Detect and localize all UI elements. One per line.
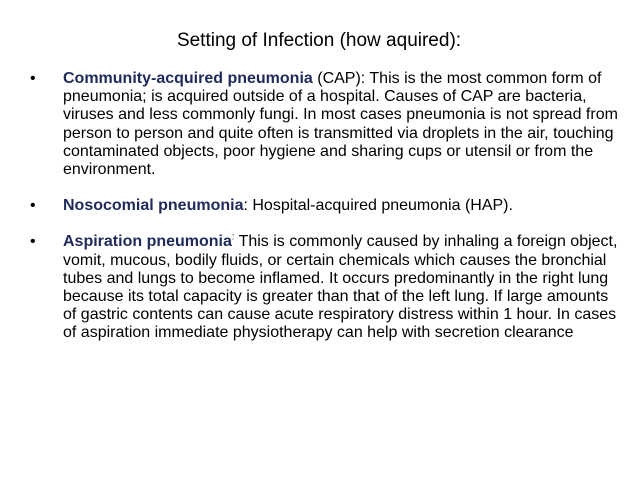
- bullet-text: This is commonly caused by inhaling a foreign object, vomit, mucous, bodily fluids, or certain chemicals which causes the bronchial tubes and lungs to become inflamed. It occurs predominantly in the right lung because its total capacity is greater than that of the left lung. If large amounts of gastric contents can cause acute respiratory distress within 1 hour. In cases of aspiration immediate physiotherapy can help with secretion clearance: [63, 233, 618, 342]
- bullet-list: [30, 70, 620, 343]
- bullet-item-community-acquired: [30, 70, 620, 179]
- bullet-dot-icon: •: [30, 70, 36, 87]
- bullet-item-nosocomial: [30, 197, 620, 215]
- slide-title: Setting of Infection (how aquired):: [176, 30, 462, 51]
- bullet-term: Nosocomial pneumonia: [63, 197, 244, 215]
- bullet-item-aspiration: [30, 233, 620, 342]
- bullet-separator: :: [243, 197, 248, 215]
- bullet-dot-icon: •: [30, 233, 36, 251]
- bullet-term: Community-acquired pneumonia: [63, 70, 313, 87]
- bullet-text: Hospital-acquired pneumonia (HAP).: [247, 197, 513, 215]
- bullet-term: Aspiration pneumonia: [63, 233, 232, 251]
- bullet-dot-icon: •: [30, 197, 36, 215]
- bullet-separator: :: [231, 232, 235, 243]
- bullet-text: (CAP): This is the most common form of pneumonia; is acquired outside of a hospital. Causes of CAP are bacteria, viruses and less commonly fungi. In most cases pneumonia is not spread from person to person and quite often is transmitted via droplets in the air, touching contaminated objects, poor hygiene and sharing cups or utensil or from the environment.: [63, 70, 618, 179]
